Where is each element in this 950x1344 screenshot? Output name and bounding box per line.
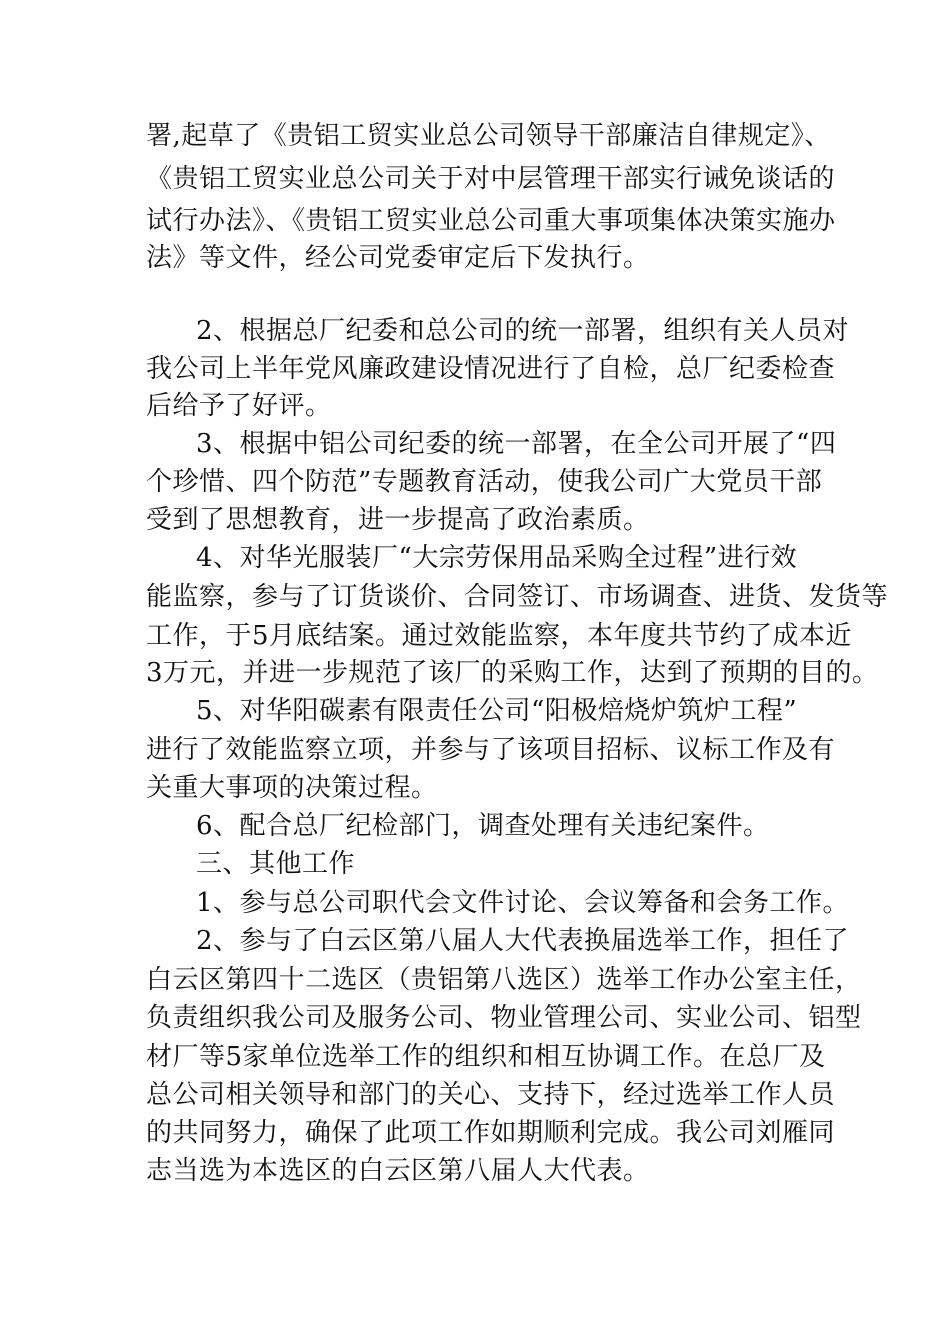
text-line: 3、根据中铝公司纪委的统一部署，在全公司开展了“四 [196,429,837,459]
text-line: 6、配合总厂纪检部门，调查处理有关违纪案件。 [196,811,770,841]
text-line: 4、对华光服装厂“大宗劳保用品采购全过程”进行效 [196,543,798,573]
text-line: 志当选为本选区的白云区第八届人大代表。 [146,1156,650,1186]
text-line: 材厂等5家单位选举工作的组织和相互协调工作。在总厂及 [146,1042,826,1072]
text-line: 受到了思想教育，进一步提高了政治素质。 [146,505,650,535]
text-line: 总公司相关领导和部门的关心、支持下，经过选举工作人员 [146,1080,836,1110]
section-heading: 三、其他工作 [196,849,356,879]
text-line: 署,起草了《贵铝工贸实业总公司领导干部廉洁自律规定》、 [146,121,831,151]
text-line: 白云区第四十二选区（贵铝第八选区）选举工作办公室主任， [146,965,862,995]
text-line: 的共同努力，确保了此项工作如期顺利完成。我公司刘雁同 [146,1118,836,1148]
text-line: 试行办法》、《贵铝工贸实业总公司重大事项集体决策实施办 [146,206,836,236]
text-line: 5、对华阳碳素有限责任公司“阳极焙烧炉筑炉工程” [196,696,798,726]
text-line: 我公司上半年党风廉政建设情况进行了自检，总厂纪委检查 [146,354,836,384]
text-line: 能监察，参与了订货谈价、合同签订、市场调查、进货、发货等 [146,582,889,612]
text-line: 关重大事项的决策过程。 [146,773,438,803]
text-line: 后给予了好评。 [146,391,332,421]
text-line: 进行了效能监察立项，并参与了该项目招标、议标工作及有 [146,735,836,765]
text-line: 3万元，并进一步规范了该厂的采购工作，达到了预期的目的。 [146,658,879,688]
text-line: 2、参与了白云区第八届人大代表换届选举工作，担任了 [196,926,850,956]
text-line: 法》等文件，经公司党委审定后下发执行。 [146,243,650,273]
text-line: 负责组织我公司及服务公司、物业管理公司、实业公司、铝型 [146,1003,862,1033]
text-line: 1、参与总公司职代会文件讨论、会议筹备和会务工作。 [196,888,850,918]
text-line: 工作，于5月底结案。通过效能监察，本年度共节约了成本近 [146,621,853,651]
text-line: 2、根据总厂纪委和总公司的统一部署，组织有关人员对 [196,316,850,346]
text-line: 《贵铝工贸实业总公司关于对中层管理干部实行诫免谈话的 [146,164,836,194]
text-line: 个珍惜、四个防范”专题教育活动，使我公司广大党员干部 [146,467,823,497]
